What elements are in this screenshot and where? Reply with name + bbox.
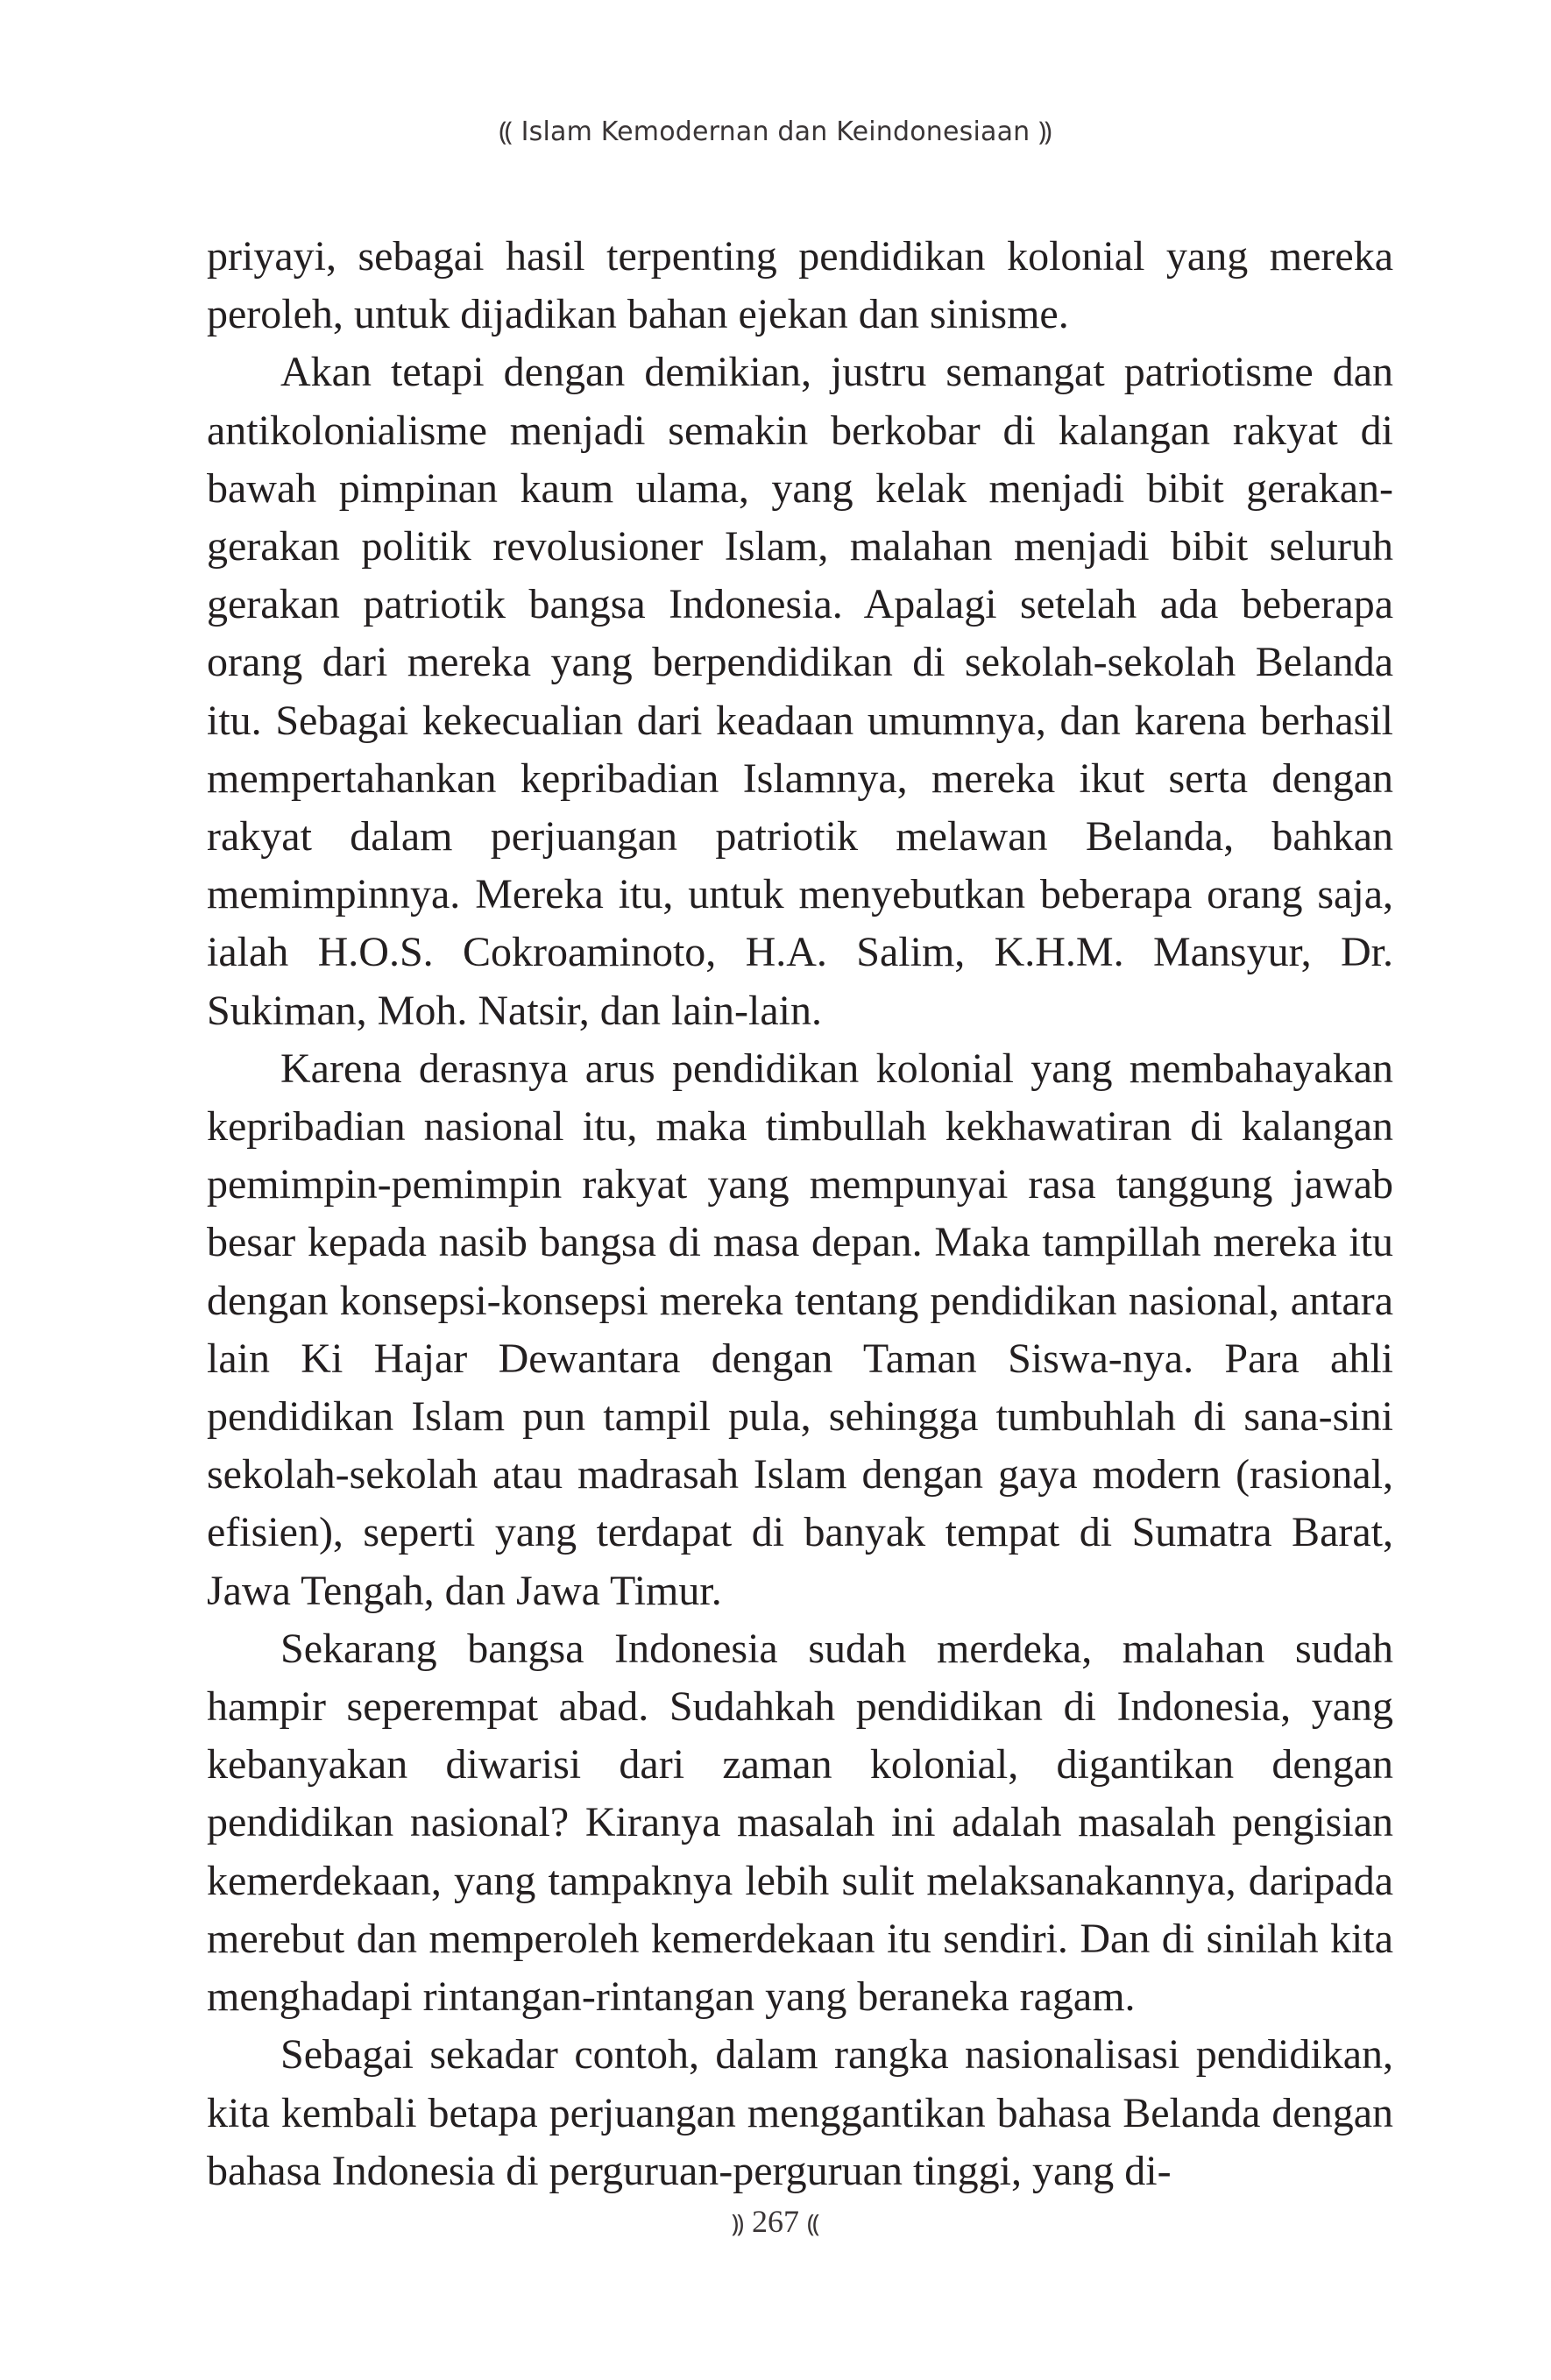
footer-ornament-left-icon: ⸩ (731, 2209, 744, 2238)
body-text (207, 228, 1393, 2200)
footer-ornament-right-icon: ⸨ (807, 2209, 820, 2238)
paragraph-5: Sebagai sekadar contoh, dalam rangka nasionalisasi pendidikan, kita kembali betapa perjuangan menggantikan bahasa Belanda dengan bahasa Indonesia di perguruan-perguruan tinggi, yang di- (207, 2031, 1393, 2194)
running-header (0, 112, 1551, 148)
page-number: 267 (752, 2204, 799, 2239)
paragraph-3: Karena derasnya arus pendidikan kolonial yang membahayakan kepribadian nasional itu, maka timbullah kekhawatiran di kalangan pemimpin-pemimpin rakyat yang mempunyai rasa tanggung jawab besar kepada nasib bangsa di masa depan. Maka tampillah mereka itu dengan konsepsi-konsepsi mereka tentang pendidikan nasional, antara lain Ki Hajar Dewantara dengan Taman Siswa-nya. Para ahli pendidikan Islam pun tampil pula, sehingga tumbuhlah di sana-sini sekolah-sekolah atau madrasah Islam dengan gaya modern (rasional, efisien), seperti yang terdapat di banyak tempat di Sumatra Barat, Jawa Tengah, dan Jawa Timur. (207, 1045, 1393, 1614)
paragraph-1: priyayi, sebagai hasil terpenting pendidikan kolonial yang mereka peroleh, untuk dijadikan bahan ejekan dan sinisme. (207, 233, 1393, 338)
ornament-right-icon: ⸩ (1038, 117, 1052, 147)
paragraph-2: Akan tetapi dengan demikian, justru semangat patriotisme dan antikolonialisme menjadi semakin berkobar di kalangan rakyat di bawah pimpinan kaum ulama, yang kelak menjadi bibit gerakan-gerakan politik revolusioner Islam, malahan menjadi bibit seluruh gerakan patriotik bangsa Indonesia. Apalagi setelah ada beberapa orang dari mereka yang berpendidikan di sekolah-sekolah Belanda itu. Sebagai kekecualian dari keadaan umumnya, dan karena berhasil mempertahankan kepribadian Islamnya, mereka ikut serta dengan rakyat dalam perjuangan patriotik melawan Belanda, bahkan memimpinnya. Mereka itu, untuk menyebutkan beberapa orang saja, ialah H.O.S. Cokroaminoto, H.A. Salim, K.H.M. Mansyur, Dr. Sukiman, Moh. Natsir, dan lain-lain. (207, 349, 1393, 1034)
page-number-footer (0, 2203, 1551, 2240)
paragraph-4: Sekarang bangsa Indonesia sudah merdeka, malahan sudah hampir seperempat abad. Sudahkah pendidikan di Indonesia, yang kebanyakan diwarisi dari zaman kolonial, digantikan dengan pendidikan nasional? Kiranya masalah ini adalah masalah pengisian kemerdekaan, yang tampaknya lebih sulit melaksanakannya, daripada merebut dan memperoleh kemerdekaan itu sendiri. Dan di sinilah kita menghadapi rintangan-rintangan yang beraneka ragam. (207, 1625, 1393, 2021)
running-header-title: Islam Kemodernan dan Keindonesiaan (521, 117, 1030, 147)
ornament-left-icon: ⸨ (499, 117, 513, 147)
